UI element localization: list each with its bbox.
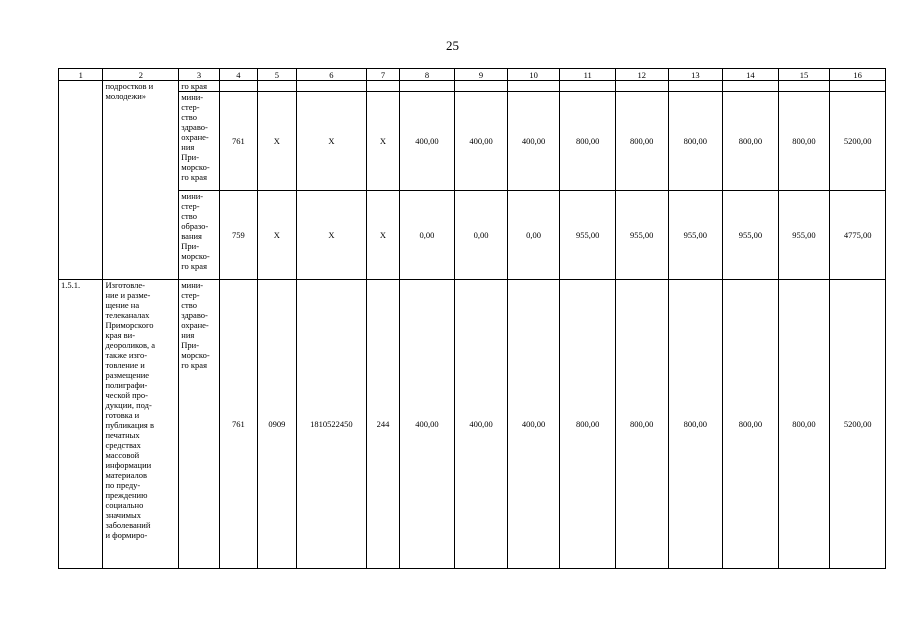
value-cell: 400,00 — [399, 92, 455, 191]
value-cell — [668, 81, 723, 92]
column-header: 13 — [668, 69, 723, 81]
value-cell: 400,00 — [399, 280, 455, 569]
column-header: 15 — [778, 69, 830, 81]
executor-cell: мини- стер- ство образо- вания При- морско- го края — [179, 191, 219, 280]
budget-table — [58, 68, 886, 569]
value-cell: 800,00 — [723, 280, 779, 569]
value-cell: 800,00 — [723, 92, 779, 191]
value-cell — [507, 81, 560, 92]
value-cell: 1810522450 — [296, 280, 367, 569]
table-row — [59, 280, 886, 569]
value-cell: 5200,00 — [830, 280, 886, 569]
executor-cell: мини- стер- ство здраво- охране- ния При- морско- го края — [179, 92, 219, 191]
item-name-cell: Изготовле- ние и разме- щение на телеканалах Приморского края ви- деороликов, а также изго- товление и размещение полиграфи- ческой про- дукции, под- готовка и публикация в печатных средствах массовой информации материалов по преду- преждению социально значимых заболеваний и формиро- — [103, 280, 179, 569]
column-header: 16 — [830, 69, 886, 81]
value-cell: 400,00 — [507, 280, 560, 569]
column-header: 4 — [219, 69, 257, 81]
value-cell: 244 — [367, 280, 399, 569]
value-cell — [258, 81, 296, 92]
column-header: 14 — [723, 69, 779, 81]
value-cell: X — [258, 191, 296, 280]
value-cell — [296, 81, 367, 92]
page-number: 25 — [446, 38, 459, 53]
value-cell: 800,00 — [668, 280, 723, 569]
item-number-cell — [59, 81, 103, 280]
value-cell: 800,00 — [560, 280, 616, 569]
column-header: 6 — [296, 69, 367, 81]
value-cell — [219, 81, 257, 92]
value-cell: X — [367, 92, 399, 191]
value-cell: 759 — [219, 191, 257, 280]
value-cell: X — [367, 191, 399, 280]
value-cell: 800,00 — [778, 280, 830, 569]
value-cell: 0909 — [258, 280, 296, 569]
column-header: 11 — [560, 69, 616, 81]
value-cell: 400,00 — [455, 92, 508, 191]
value-cell: 800,00 — [778, 92, 830, 191]
column-header: 9 — [455, 69, 508, 81]
column-header: 8 — [399, 69, 455, 81]
value-cell: 955,00 — [560, 191, 616, 280]
value-cell: 5200,00 — [830, 92, 886, 191]
column-header: 1 — [59, 69, 103, 81]
column-header: 2 — [103, 69, 179, 81]
value-cell — [830, 81, 886, 92]
value-cell: 800,00 — [560, 92, 616, 191]
value-cell: 400,00 — [507, 92, 560, 191]
value-cell: 761 — [219, 280, 257, 569]
value-cell: 955,00 — [668, 191, 723, 280]
value-cell: 955,00 — [615, 191, 668, 280]
value-cell — [399, 81, 455, 92]
value-cell: 800,00 — [668, 92, 723, 191]
column-header: 10 — [507, 69, 560, 81]
value-cell: 0,00 — [399, 191, 455, 280]
value-cell: 761 — [219, 92, 257, 191]
table-row — [59, 191, 886, 280]
executor-cell: мини- стер- ство здраво- охране- ния При- морско- го края — [179, 280, 219, 569]
value-cell: 400,00 — [455, 280, 508, 569]
value-cell: 0,00 — [455, 191, 508, 280]
value-cell — [723, 81, 779, 92]
value-cell — [778, 81, 830, 92]
value-cell — [615, 81, 668, 92]
value-cell: 0,00 — [507, 191, 560, 280]
value-cell: 800,00 — [615, 280, 668, 569]
value-cell — [367, 81, 399, 92]
value-cell: 955,00 — [723, 191, 779, 280]
item-name-cell: подростков и молодежи» — [103, 81, 179, 280]
header-row — [59, 69, 886, 81]
column-header: 12 — [615, 69, 668, 81]
value-cell: X — [296, 191, 367, 280]
value-cell: X — [258, 92, 296, 191]
table-row — [59, 81, 886, 92]
item-number-cell: 1.5.1. — [59, 280, 103, 569]
value-cell: 800,00 — [615, 92, 668, 191]
column-header: 5 — [258, 69, 296, 81]
table-row — [59, 92, 886, 191]
value-cell — [455, 81, 508, 92]
value-cell: 955,00 — [778, 191, 830, 280]
value-cell: 4775,00 — [830, 191, 886, 280]
column-header: 3 — [179, 69, 219, 81]
executor-cell: го края — [179, 81, 219, 92]
column-header: 7 — [367, 69, 399, 81]
value-cell: X — [296, 92, 367, 191]
value-cell — [560, 81, 616, 92]
